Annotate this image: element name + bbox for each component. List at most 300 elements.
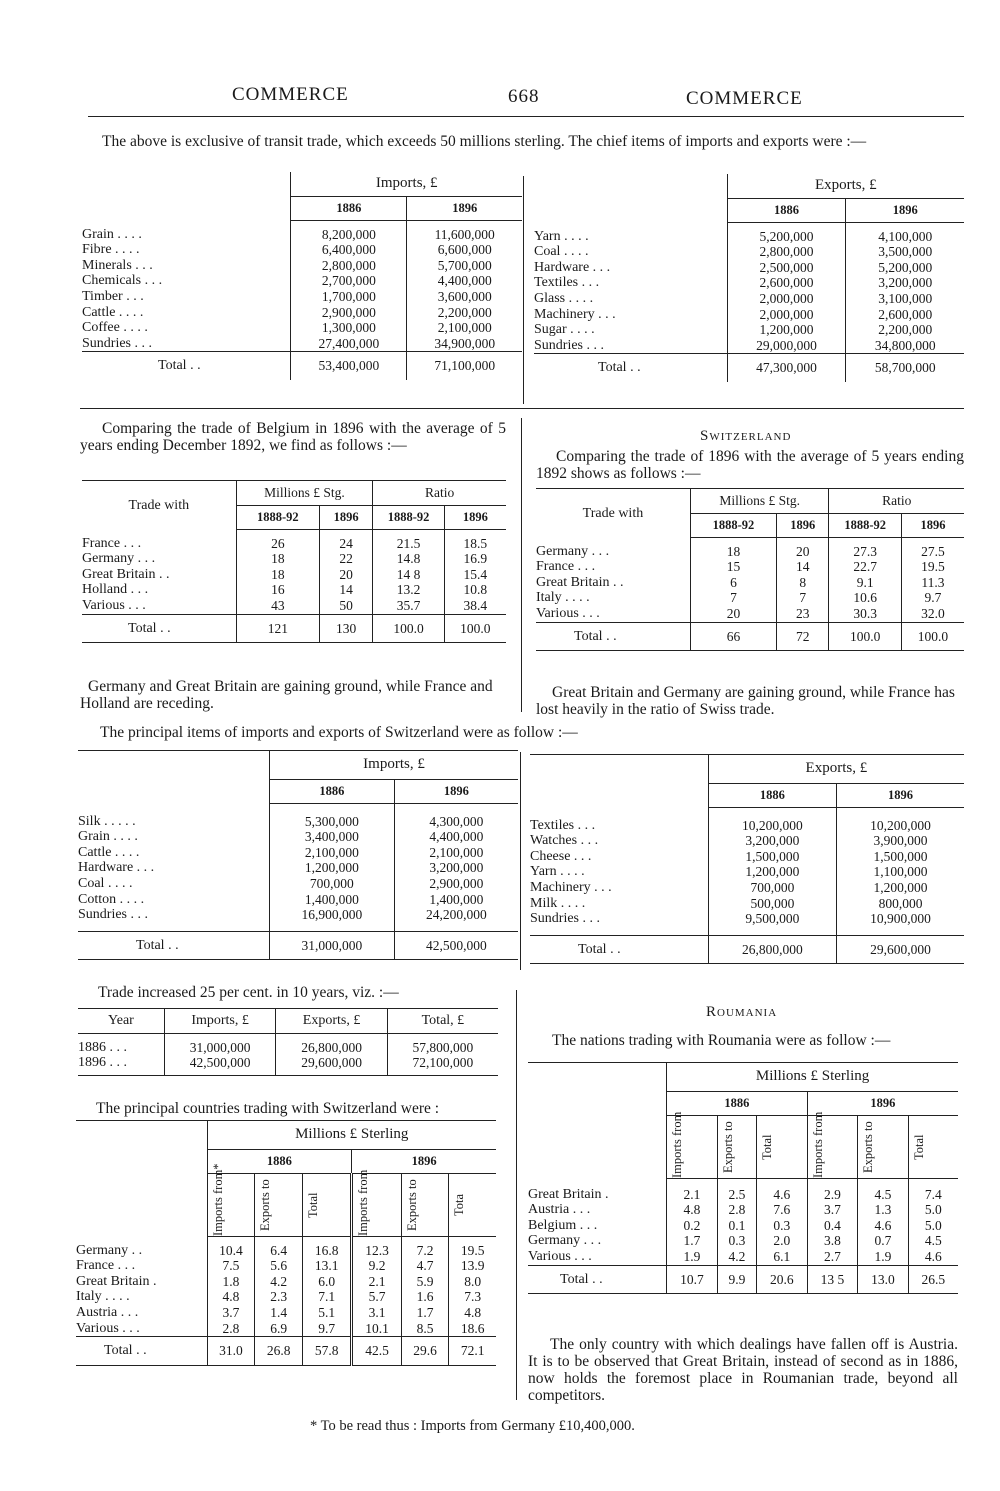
row-label: Belgium . . . <box>528 1217 598 1233</box>
cell-value: 11,600,000 <box>407 227 522 243</box>
millions-sterling-title: Millions £ Sterling <box>667 1063 958 1092</box>
row-label: Great Britain . . <box>536 574 624 590</box>
row-label: Germany . . . <box>536 543 610 559</box>
row-label: Coal . . . . <box>534 244 589 260</box>
sub-header <box>352 1169 401 1237</box>
table-row <box>78 845 518 861</box>
row-label: Grain . . . . <box>82 226 142 242</box>
cell-value: 32.0 <box>901 606 964 622</box>
trade-increased-intro: Trade increased 25 per cent. in 10 years, viz. :— <box>98 984 399 1001</box>
row-label: Hardware . . . <box>78 860 155 876</box>
row-label: Various . . . <box>536 606 600 622</box>
cell-value: 9.2 <box>352 1258 401 1274</box>
vertical-divider <box>516 990 517 1400</box>
row-label: 1886 . . . <box>78 1039 127 1055</box>
row-label: Machinery . . . <box>534 306 616 322</box>
cell-value: 1,200,000 <box>708 864 836 880</box>
cell-value: 27,400,000 <box>291 336 407 352</box>
col-1888-92: 1888-92 <box>373 505 444 530</box>
cell-value: 5,200,000 <box>727 229 846 245</box>
table-row <box>76 1305 496 1321</box>
cell-value: 2.0 <box>757 1233 808 1249</box>
cell-value: 1.9 <box>858 1249 909 1265</box>
belgium-after: Germany and Great Britain are gaining ground, while France and Holland are receding. <box>80 678 493 712</box>
cell-value: 10.1 <box>352 1321 401 1337</box>
row-label: Germany . . . <box>528 1233 602 1249</box>
cell-value: 13.2 <box>373 582 444 598</box>
cell-value: 5.1 <box>303 1305 352 1321</box>
cell-value: 700,000 <box>270 876 395 892</box>
cell-value: 2,200,000 <box>846 322 964 338</box>
cell-value: 34,800,000 <box>846 338 964 354</box>
table-row <box>78 907 518 923</box>
row-label: Holland . . . <box>82 582 149 598</box>
cell-value: 2,100,000 <box>270 845 395 861</box>
cell-value: 38.4 <box>444 598 506 614</box>
cell-value: 3.1 <box>352 1305 401 1321</box>
cell-value: 8 <box>777 575 829 591</box>
col-1896: 1896 <box>320 505 373 530</box>
total-row: Total . . 66 72 100.0 100.0 <box>536 622 964 651</box>
table-row <box>82 598 506 614</box>
cell-value: 1,700,000 <box>291 289 407 305</box>
cell-value: 4.7 <box>401 1258 449 1274</box>
row-label: Great Britain . . <box>82 566 170 582</box>
cell-value: 2.3 <box>255 1289 303 1305</box>
section-rule <box>80 408 964 409</box>
row-label: Glass . . . . <box>534 291 594 307</box>
table-row <box>530 833 964 849</box>
cell-value: 10.8 <box>444 582 506 598</box>
total-row: Total . . 26,800,000 29,600,000 <box>530 935 964 964</box>
row-label: Silk . . . . . <box>78 813 136 829</box>
cell-value: 13.1 <box>303 1258 352 1274</box>
row-label: Sugar . . . . <box>534 322 595 338</box>
table-row <box>528 1233 958 1249</box>
cell-value: 500,000 <box>708 896 836 912</box>
cell-value: 5.0 <box>908 1218 958 1234</box>
sub-header <box>303 1174 352 1237</box>
cell-value: 700,000 <box>708 880 836 896</box>
switzerland-heading: Switzerland <box>700 428 792 444</box>
cell-value: 1,400,000 <box>394 892 518 908</box>
cell-value: 18.5 <box>444 536 506 552</box>
sub-header <box>667 1111 718 1179</box>
cell-value: 8,200,000 <box>291 227 407 243</box>
cell-value: 10,900,000 <box>837 911 964 927</box>
col-1888-92: 1888-92 <box>690 513 776 538</box>
cell-value: 18 <box>236 567 319 583</box>
table-row <box>536 559 964 575</box>
cell-value: 4.6 <box>858 1218 909 1234</box>
sub-header <box>757 1116 808 1179</box>
cell-value: 5,200,000 <box>846 260 964 276</box>
year-1886: 1886 <box>708 783 836 808</box>
roumania-table <box>528 1062 958 1294</box>
row-label: Cattle . . . . <box>82 304 144 320</box>
cell-value: 1,100,000 <box>837 864 964 880</box>
cell-value: 15.4 <box>444 567 506 583</box>
table-row <box>78 860 518 876</box>
table-row <box>78 892 518 908</box>
row-label: Yarn . . . . <box>534 228 589 244</box>
table-row <box>78 829 518 845</box>
cell-value: 26,800,000 <box>276 1040 387 1056</box>
table-row <box>82 336 522 352</box>
cell-value: 27.5 <box>901 544 964 560</box>
millions-header: Millions £ Stg. <box>236 481 373 506</box>
cell-value: 3,400,000 <box>270 829 395 845</box>
cell-value: 4.8 <box>207 1289 255 1305</box>
col-1896: 1896 <box>444 505 506 530</box>
cell-value: 0.3 <box>717 1233 756 1249</box>
col-1896: 1896 <box>777 513 829 538</box>
row-label: Germany . . . <box>82 551 156 567</box>
cell-value: 35.7 <box>373 598 444 614</box>
cell-value: 9,500,000 <box>708 911 836 927</box>
table-row <box>534 260 964 276</box>
cell-value: 800,000 <box>837 896 964 912</box>
sub-header-label: Total <box>306 1192 321 1218</box>
table-row <box>530 880 964 896</box>
cell-value: 18 <box>690 544 776 560</box>
row-label: France . . . <box>536 559 596 575</box>
cell-value: 20 <box>777 544 829 560</box>
cell-value: 2,800,000 <box>727 244 846 260</box>
cell-value: 2,100,000 <box>394 845 518 861</box>
cell-value: 5,300,000 <box>270 814 395 830</box>
row-label: Grain . . . . <box>78 829 138 845</box>
exports-header: Exports, £ <box>276 1009 387 1034</box>
cell-value: 2,100,000 <box>407 320 522 336</box>
trade-with-header: Trade with <box>582 505 644 521</box>
table-row <box>76 1258 496 1274</box>
belgium-ratio-table <box>82 480 506 643</box>
table-row <box>536 606 964 622</box>
year-1886: 1886 <box>667 1091 808 1116</box>
table-row <box>536 590 964 606</box>
cell-value: 72,100,000 <box>387 1055 498 1071</box>
swiss-imports-table <box>78 750 518 960</box>
cell-value: 6.1 <box>757 1249 808 1265</box>
cell-value: 4.8 <box>667 1202 718 1218</box>
cell-value: 16.9 <box>444 551 506 567</box>
row-label: France . . . <box>82 535 142 551</box>
table-row <box>536 575 964 591</box>
table-row <box>78 814 518 830</box>
cell-value: 1.8 <box>207 1274 255 1290</box>
row-label: Coffee . . . . <box>82 320 148 336</box>
row-label: Italy . . . . <box>76 1289 130 1305</box>
table-row <box>534 275 964 291</box>
exports-title: Exports, £ <box>708 755 964 784</box>
cell-value: 13.9 <box>449 1258 496 1274</box>
row-label: Various . . . <box>76 1320 140 1336</box>
row-label: Chemicals . . . <box>82 273 163 289</box>
cell-value: 3.7 <box>207 1305 255 1321</box>
row-label: Sundries . . . <box>78 907 148 923</box>
cell-value: 14 8 <box>373 567 444 583</box>
vertical-divider <box>523 176 524 404</box>
running-head-right: COMMERCE <box>686 88 803 109</box>
cell-value: 2,500,000 <box>727 260 846 276</box>
cell-value: 4,400,000 <box>394 829 518 845</box>
table-row <box>82 258 522 274</box>
switzerland-ratio-table <box>536 488 964 651</box>
table-row <box>534 291 964 307</box>
row-label: Sundries . . . <box>82 335 152 351</box>
row-label: Fibre . . . . <box>82 242 140 258</box>
vertical-divider <box>520 752 521 970</box>
cell-value: 2,600,000 <box>727 275 846 291</box>
trade-increase-table <box>78 1008 498 1076</box>
cell-value: 7.5 <box>207 1258 255 1274</box>
cell-value: 19.5 <box>901 559 964 575</box>
table-row <box>534 244 964 260</box>
cell-value: 3.8 <box>807 1233 858 1249</box>
cell-value: 57,800,000 <box>387 1040 498 1056</box>
table-row <box>76 1243 496 1259</box>
row-label: Great Britain . <box>528 1186 609 1202</box>
table-row <box>82 289 522 305</box>
imports-title: Imports, £ <box>270 751 518 780</box>
countries-table <box>76 1120 496 1366</box>
year-1896: 1896 <box>807 1091 958 1116</box>
table-row <box>82 242 522 258</box>
col-1896: 1896 <box>901 513 964 538</box>
row-label: Germany . . <box>76 1242 143 1258</box>
vertical-divider <box>521 418 522 712</box>
sub-header <box>207 1163 255 1237</box>
cell-value: 4,400,000 <box>407 273 522 289</box>
cell-value: 12.3 <box>352 1243 401 1259</box>
cell-value: 1.9 <box>667 1249 718 1265</box>
col-1888-92: 1888-92 <box>236 505 319 530</box>
sub-header-label: Imports from* <box>210 1163 225 1237</box>
row-label: Yarn . . . . <box>530 864 585 880</box>
year-1886: 1886 <box>727 198 846 223</box>
sub-header-label: Exports to <box>404 1179 419 1232</box>
switzerland-after: Great Britain and Germany are gaining ground, while France has lost heavily in the ratio of Swiss trade. <box>536 684 955 718</box>
roumania-after: The only country with which dealings have fallen off is Austria. It is to be observed that Great Britain, instead of second as in 1886, now holds the foremost place in Roumanian trade, beyond all competitors. <box>528 1336 958 1404</box>
cell-value: 22 <box>320 551 373 567</box>
cell-value: 3,200,000 <box>708 833 836 849</box>
row-label: Coal . . . . <box>78 876 133 892</box>
cell-value: 3,200,000 <box>846 275 964 291</box>
cell-value: 16.8 <box>303 1243 352 1259</box>
table-row <box>528 1187 958 1203</box>
row-label: Textiles . . . <box>530 817 596 833</box>
table-row <box>82 551 506 567</box>
sub-header-label: Tota <box>452 1194 467 1217</box>
cell-value: 18 <box>236 551 319 567</box>
cell-value: 23 <box>777 606 829 622</box>
year-1896: 1896 <box>846 198 964 223</box>
cell-value: 4.8 <box>449 1305 496 1321</box>
cell-value: 3,500,000 <box>846 244 964 260</box>
sub-header-label: Total <box>911 1134 926 1160</box>
cell-value: 16,900,000 <box>270 907 395 923</box>
cell-value: 1,500,000 <box>708 849 836 865</box>
table-row <box>530 864 964 880</box>
row-label: Italy . . . . <box>536 590 590 606</box>
cell-value: 2.5 <box>717 1187 756 1203</box>
cell-value: 2.1 <box>352 1274 401 1290</box>
cell-value: 26 <box>236 536 319 552</box>
cell-value: 1.7 <box>401 1305 449 1321</box>
exports-title: Exports, £ <box>727 174 964 198</box>
intro-paragraph: The above is exclusive of transit trade, which exceeds 50 millions sterling. The chief items of imports and exports were :— <box>102 133 867 150</box>
table-row <box>82 320 522 336</box>
cell-value: 2,700,000 <box>291 273 407 289</box>
cell-value: 15 <box>690 559 776 575</box>
row-label: Various . . . <box>528 1249 592 1265</box>
col-1888-92: 1888-92 <box>829 513 901 538</box>
cell-value: 7.2 <box>401 1243 449 1259</box>
year-1896: 1896 <box>394 779 518 804</box>
total-row: Total . . 121 130 100.0 100.0 <box>82 614 506 643</box>
table-row <box>530 818 964 834</box>
year-1886: 1886 <box>291 196 407 221</box>
year-1886: 1886 <box>207 1149 352 1174</box>
row-label: Minerals . . . <box>82 257 153 273</box>
cell-value: 6.0 <box>303 1274 352 1290</box>
cell-value: 9.7 <box>303 1321 352 1337</box>
cell-value: 8.5 <box>401 1321 449 1337</box>
cell-value: 29,600,000 <box>276 1055 387 1071</box>
total-row: Total . . 31.0 26.8 57.8 42.5 29.6 72.1 <box>76 1337 496 1366</box>
cell-value: 5.6 <box>255 1258 303 1274</box>
table-row <box>82 305 522 321</box>
cell-value: 18.6 <box>449 1321 496 1337</box>
cell-value: 6,600,000 <box>407 242 522 258</box>
row-label: France . . . <box>76 1258 136 1274</box>
sub-header-label: Imports from <box>670 1111 685 1179</box>
countries-intro: The principal countries trading with Switzerland were : <box>96 1100 440 1117</box>
cell-value: 4,300,000 <box>394 814 518 830</box>
sub-header-label: Exports to <box>861 1121 876 1174</box>
cell-value: 1,200,000 <box>837 880 964 896</box>
row-label: Austria . . . <box>528 1202 591 1218</box>
total-row: Total . . 10.7 9.9 20.6 13 5 13.0 26.5 <box>528 1265 958 1294</box>
row-label: Machinery . . . <box>530 880 612 896</box>
cell-value: 29,000,000 <box>727 338 846 354</box>
cell-value: 42,500,000 <box>164 1055 275 1071</box>
roumania-intro: The nations trading with Roumania were as follow :— <box>552 1032 891 1049</box>
table-row <box>534 322 964 338</box>
cell-value: 31,000,000 <box>164 1040 275 1056</box>
cell-value: 7 <box>690 590 776 606</box>
cell-value: 4.5 <box>858 1187 909 1203</box>
cell-value: 1,200,000 <box>270 860 395 876</box>
page-number: 668 <box>508 86 540 107</box>
table-row <box>534 338 964 354</box>
row-label: Great Britain . <box>76 1273 157 1289</box>
cell-value: 50 <box>320 598 373 614</box>
cell-value: 30.3 <box>829 606 901 622</box>
table-row <box>76 1289 496 1305</box>
cell-value: 7.6 <box>757 1202 808 1218</box>
table-row <box>76 1321 496 1337</box>
cell-value: 14 <box>320 582 373 598</box>
cell-value: 2,200,000 <box>407 305 522 321</box>
sub-header-label: Exports to <box>720 1121 735 1174</box>
cell-value: 3,900,000 <box>837 833 964 849</box>
cell-value: 16 <box>236 582 319 598</box>
footnote: * To be read thus : Imports from Germany £10,400,000. <box>310 1418 635 1434</box>
cell-value: 1.6 <box>401 1289 449 1305</box>
sub-header-label: Exports to <box>258 1179 273 1232</box>
cell-value: 0.7 <box>858 1233 909 1249</box>
cell-value: 6 <box>690 575 776 591</box>
table-row <box>76 1274 496 1290</box>
table-row <box>78 1040 498 1056</box>
table-row <box>78 1055 498 1071</box>
cell-value: 2,600,000 <box>846 307 964 323</box>
table-row <box>534 229 964 245</box>
swiss-exports-table <box>530 754 964 964</box>
table-row <box>78 876 518 892</box>
cell-value: 0.4 <box>807 1218 858 1234</box>
sub-header <box>908 1116 958 1179</box>
cell-value: 0.3 <box>757 1218 808 1234</box>
trade-with-header: Trade with <box>128 497 190 513</box>
cell-value: 34,900,000 <box>407 336 522 352</box>
table-row <box>528 1249 958 1265</box>
row-label: Austria . . . <box>76 1305 139 1321</box>
cell-value: 1,400,000 <box>270 892 395 908</box>
swiss-items-intro: The principal items of imports and exports of Switzerland were as follow :— <box>100 724 578 741</box>
cell-value: 20 <box>690 606 776 622</box>
cell-value: 10,200,000 <box>837 818 964 834</box>
cell-value: 6.4 <box>255 1243 303 1259</box>
cell-value: 9.7 <box>901 590 964 606</box>
cell-value: 21.5 <box>373 536 444 552</box>
cell-value: 2,000,000 <box>727 291 846 307</box>
table-row <box>528 1202 958 1218</box>
cell-value: 4.6 <box>908 1249 958 1265</box>
ratio-header: Ratio <box>373 481 506 506</box>
sub-header <box>449 1174 496 1237</box>
switzerland-intro: Comparing the trade of 1896 with the average of 5 years ending 1892 shows as follows :— <box>536 448 964 482</box>
cell-value: 14.8 <box>373 551 444 567</box>
cell-value: 2.8 <box>207 1321 255 1337</box>
cell-value: 4.2 <box>717 1249 756 1265</box>
cell-value: 2.9 <box>807 1187 858 1203</box>
millions-header: Millions £ Stg. <box>690 489 829 514</box>
millions-sterling-title: Millions £ Sterling <box>207 1121 496 1150</box>
cell-value: 3.7 <box>807 1202 858 1218</box>
belgium-exports-table <box>534 174 964 382</box>
sub-header <box>807 1111 858 1179</box>
cell-value: 6,400,000 <box>291 242 407 258</box>
cell-value: 8.0 <box>449 1274 496 1290</box>
row-label: Sundries . . . <box>530 911 600 927</box>
cell-value: 2.1 <box>667 1187 718 1203</box>
sub-header <box>717 1116 756 1179</box>
row-label: Sundries . . . <box>534 337 604 353</box>
cell-value: 7 <box>777 590 829 606</box>
cell-value: 22.7 <box>829 559 901 575</box>
header-rule <box>88 116 964 117</box>
running-head-left: COMMERCE <box>232 84 349 105</box>
row-label: Various . . . <box>82 598 146 614</box>
cell-value: 7.1 <box>303 1289 352 1305</box>
ratio-header: Ratio <box>829 489 964 514</box>
sub-header <box>401 1174 449 1237</box>
total-row: Total . . 47,300,000 58,700,000 <box>534 354 964 382</box>
cell-value: 2.7 <box>807 1249 858 1265</box>
